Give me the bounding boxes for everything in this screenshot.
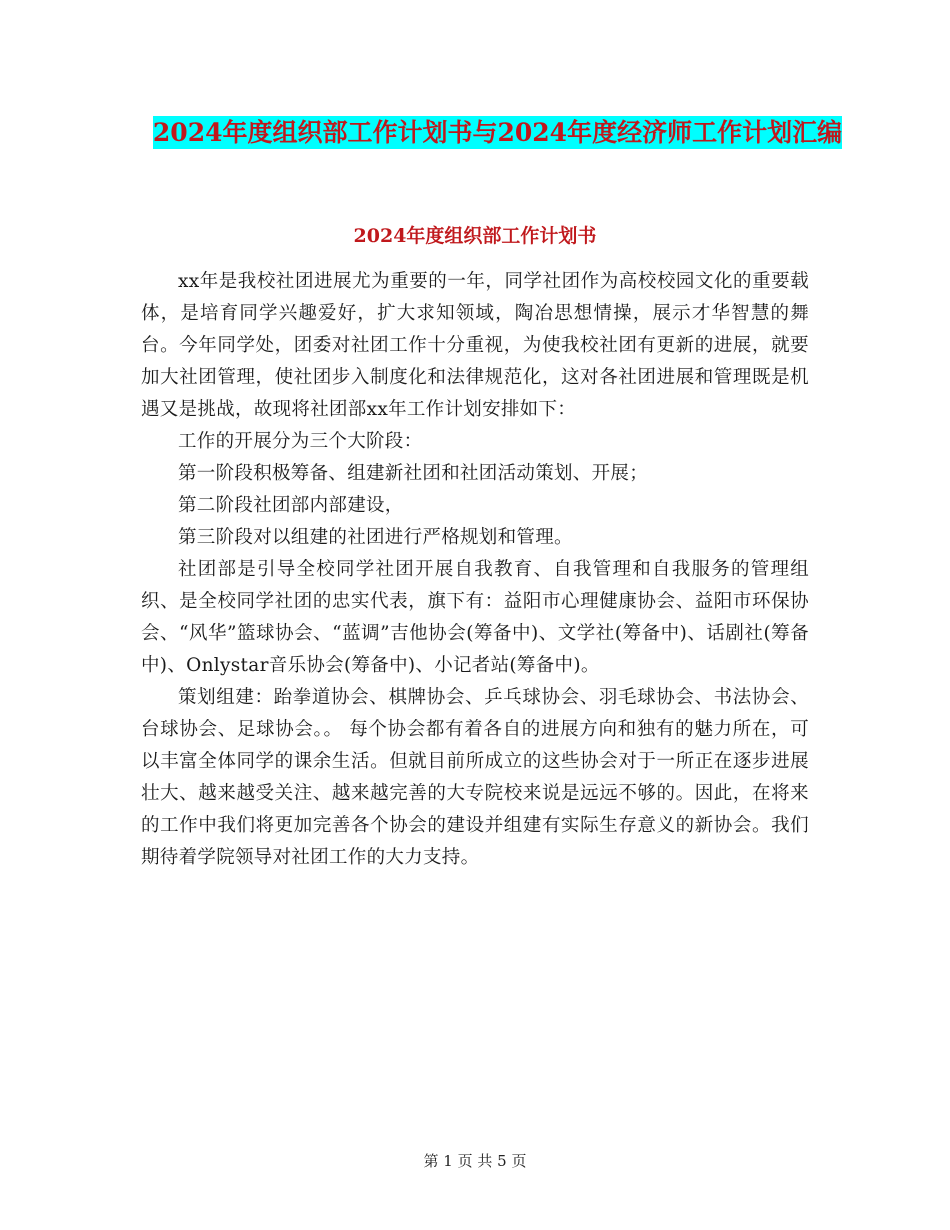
section-title: 2024年度组织部工作计划书: [353, 225, 597, 247]
paragraph: 第三阶段对以组建的社团进行严格规划和管理。: [178, 527, 573, 548]
page-number-footer: 第 1 页 共 5 页: [423, 1152, 527, 1170]
paragraph: 策划组建：跆拳道协会、棋牌协会、乒乓球协会、羽毛球协会、书法协会、台球协会、足球协会。。 每个协会都有着各自的进展方向和独有的魅力所在，可以丰富全体同学的课余生活。但就目前所成立的这些协会对于一所正在逐步进展壮大、越来越受关注、越来越完善的大专院校来说是远远不够的。因此，在将来的工作中我们将更加完善各个协会的建设并组建有实际生存意义的新协会。我们期待着学院领导对社团工作的大力支持。: [141, 687, 809, 868]
document-body: [141, 266, 809, 874]
document-title-highlight: 2024年度组织部工作计划书与2024年度经济师工作计划汇编: [152, 118, 843, 147]
document-title: [140, 112, 855, 154]
paragraph: 第一阶段积极筹备、组建新社团和社团活动策划、开展；: [178, 463, 649, 484]
paragraph: 社团部是引导全校同学社团开展自我教育、自我管理和自我服务的管理组织、是全校同学社团的忠实代表，旗下有：益阳市心理健康协会、益阳市环保协会、“风华”篮球协会、“蓝调”吉他协会(筹备中)、文学社(筹备中)、话剧社(筹备中)、Onlystar音乐协会(筹备中)、小记者站(筹备中)。: [141, 559, 809, 676]
paragraph: 工作的开展分为三个大阶段：: [178, 431, 423, 452]
paragraph: 第二阶段社团部内部建设，: [178, 495, 404, 516]
paragraph: xx年是我校社团进展尤为重要的一年，同学社团作为高校校园文化的重要载体，是培育同学兴趣爱好，扩大求知领域，陶冶思想情操，展示才华智慧的舞台。今年同学处，团委对社团工作十分重视，为使我校社团有更新的进展，就要加大社团管理，使社团步入制度化和法律规范化，这对各社团进展和管理既是机遇又是挑战，故现将社团部xx年工作计划安排如下：: [141, 271, 809, 420]
